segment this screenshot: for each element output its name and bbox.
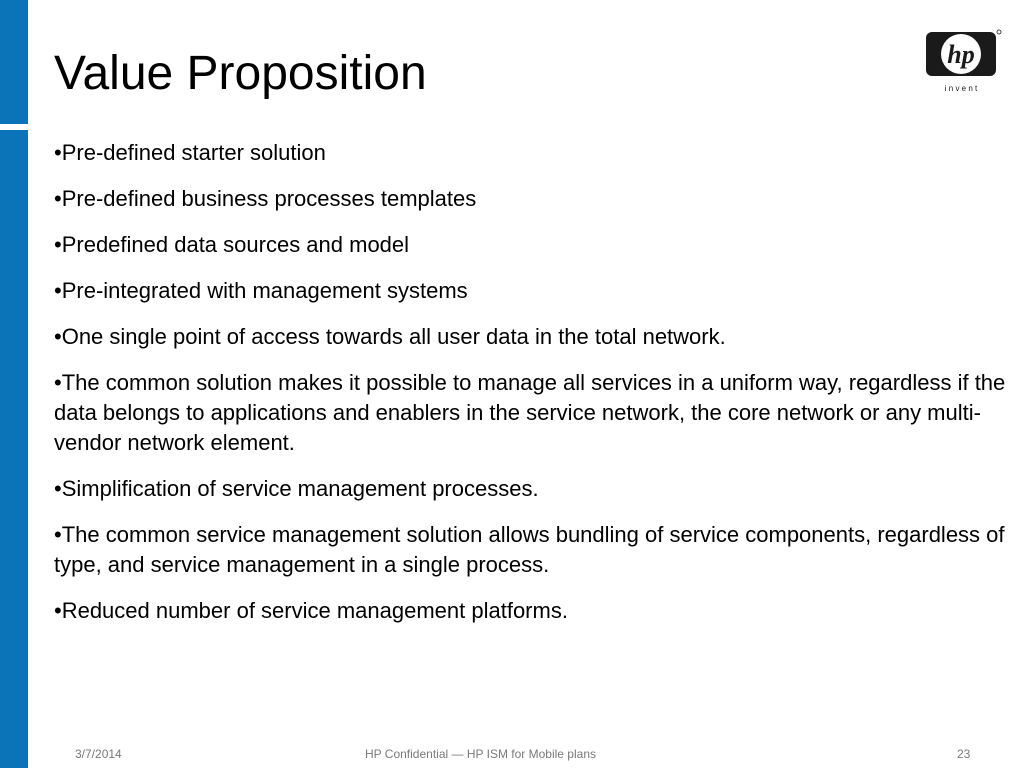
left-accent-bar-bottom <box>0 130 28 768</box>
left-accent-bar-top <box>0 0 28 124</box>
hp-logo-mark: hp <box>947 40 975 69</box>
bullet-item: •One single point of access towards all user data in the total network. <box>54 324 726 349</box>
footer-confidential-note: HP Confidential — HP ISM for Mobile plans <box>365 747 596 761</box>
hp-logo-tagline: i n v e n t <box>944 84 978 93</box>
bullet-item: •Pre-defined starter solution <box>54 140 326 165</box>
bullet-item: •Pre-defined business processes templates <box>54 186 477 211</box>
bullet-item: •Simplification of service management processes. <box>54 476 539 501</box>
bullet-item: •The common solution makes it possible to manage all services in a uniform way, regardless if the data belongs to applications and enablers in the service network, the core network or any multi-vendor network element. <box>54 370 1006 455</box>
footer-date: 3/7/2014 <box>75 747 122 761</box>
bullet-item: •Pre-integrated with management systems <box>54 278 468 303</box>
slide-title: Value Proposition <box>54 47 427 100</box>
footer-page-number: 23 <box>957 747 971 761</box>
bullet-item: •Predefined data sources and model <box>54 232 410 257</box>
bullet-list <box>54 138 1020 642</box>
bullet-item: •The common service management solution allows bundling of service components, regardless of type, and service management in a single process. <box>54 522 1005 577</box>
bullet-item: •Reduced number of service management platforms. <box>54 598 568 623</box>
hp-invent-logo-icon <box>920 28 1002 98</box>
title-divider <box>28 124 1024 130</box>
